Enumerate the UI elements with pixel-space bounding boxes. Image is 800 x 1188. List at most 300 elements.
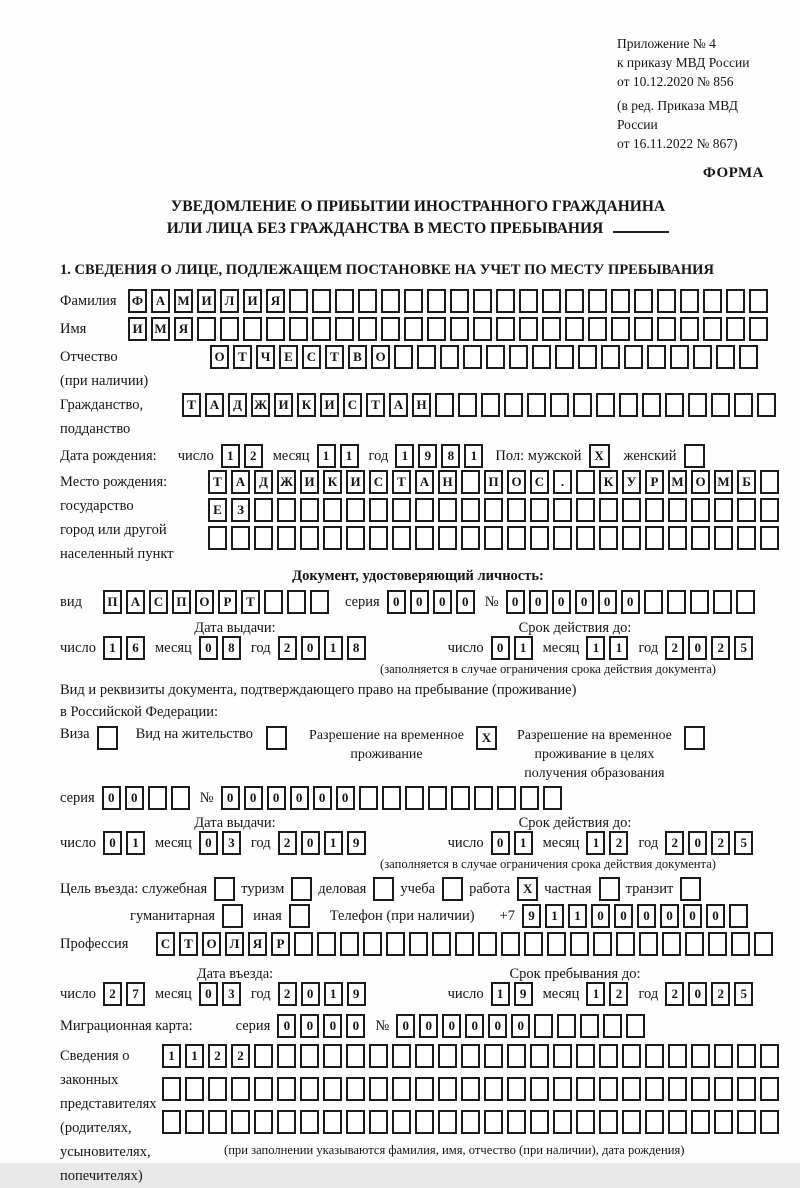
surname-cell <box>588 289 607 313</box>
year-label: год <box>250 985 271 1002</box>
legal-representatives-label-line: законных <box>60 1072 119 1088</box>
birth-place-row2-cell <box>530 498 549 522</box>
birth-year-cell: 8 <box>441 444 460 468</box>
citizenship-cell <box>550 393 569 417</box>
entry-month-cell: 0 <box>199 982 218 1006</box>
entry-dates-line <box>60 982 776 1006</box>
birth-place-row3-cell <box>668 526 687 550</box>
spacer <box>89 602 103 603</box>
representatives-row3-cell <box>737 1110 756 1134</box>
birth-place-row3-cell <box>300 526 319 550</box>
profession-cell <box>501 932 520 956</box>
month-label: месяц <box>542 639 580 656</box>
given-name-label-line: Имя <box>60 321 87 337</box>
birth-place-row2-cell <box>645 498 664 522</box>
profession-cell: О <box>202 932 221 956</box>
appendix-line-1: Приложение № 4 <box>617 36 716 51</box>
birth-place-row3-cell <box>622 526 641 550</box>
birth-year-cell: 9 <box>418 444 437 468</box>
given-name-cell <box>726 317 745 341</box>
entry-purpose-line <box>60 877 776 901</box>
given-name-label <box>60 317 128 341</box>
year-label: год <box>638 834 659 851</box>
permit-issue-month-cell: 0 <box>199 831 218 855</box>
representatives-row3-cell <box>691 1110 710 1134</box>
representatives-row3-cell <box>254 1110 273 1134</box>
permit-date-headers <box>60 815 776 831</box>
representatives-row1-cell <box>300 1044 319 1068</box>
permit-expiry-day-cells <box>491 831 537 855</box>
spacer <box>376 994 448 995</box>
phone-number-cell: 0 <box>614 904 633 928</box>
stay-until-year-cells <box>665 982 757 1006</box>
phone-number-cell: 0 <box>706 904 725 928</box>
migration-number-cells <box>396 1014 649 1038</box>
doc-number-cell <box>644 590 663 614</box>
migration-number-cell <box>626 1014 645 1038</box>
birth-place-row3-cell <box>231 526 250 550</box>
surname-cell <box>726 289 745 313</box>
entry-date-headers-right: Срок пребывания до: <box>509 966 641 982</box>
representatives-row1-cell: 2 <box>208 1044 227 1068</box>
birth-place-row2-cell <box>415 498 434 522</box>
legal-representatives-label <box>60 1044 162 1188</box>
year-label: год <box>250 834 271 851</box>
doc-kind-cell: А <box>126 590 145 614</box>
representatives-row3-cell <box>553 1110 572 1134</box>
purpose-work-checkbox: X <box>517 877 538 901</box>
doc-issue-month-cell: 8 <box>222 636 241 660</box>
day-label: число <box>60 985 96 1002</box>
doc-issue-day-cell: 6 <box>126 636 145 660</box>
purpose-business-checkbox <box>373 877 394 901</box>
migration-series-cell: 0 <box>346 1014 365 1038</box>
representatives-row3-cell <box>484 1110 503 1134</box>
migration-number-cell <box>603 1014 622 1038</box>
entry-year-cell: 9 <box>347 982 366 1006</box>
birth-place-row3-cell <box>369 526 388 550</box>
migration-series-cell: 0 <box>300 1014 319 1038</box>
birth-place-row3-cell <box>645 526 664 550</box>
given-name-cell <box>542 317 561 341</box>
birth-place-row3-cell <box>576 526 595 550</box>
profession-cell <box>317 932 336 956</box>
birth-place-row3-cell <box>208 526 227 550</box>
representatives-row2-cell <box>645 1077 664 1101</box>
spacer <box>293 726 309 727</box>
migration-series-label: серия <box>235 1017 271 1034</box>
entry-year-cell: 1 <box>324 982 343 1006</box>
given-name-cell <box>335 317 354 341</box>
doc-series-label: серия <box>344 593 380 610</box>
sex-male-checkbox: X <box>589 444 610 468</box>
doc-kind-cell: О <box>195 590 214 614</box>
representatives-row2-cells <box>162 1077 770 1101</box>
permit-expiry-month-cell: 2 <box>609 831 628 855</box>
surname-cell <box>381 289 400 313</box>
migration-number-cell: 0 <box>419 1014 438 1038</box>
form-title-line-2-text: ИЛИ ЛИЦА БЕЗ ГРАЖДАНСТВА В МЕСТО ПРЕБЫВАНИЯ <box>166 220 604 237</box>
birth-place-row1-cell: Н <box>438 470 457 494</box>
birth-day-cell: 2 <box>244 444 263 468</box>
given-name-cell <box>680 317 699 341</box>
profession-cell <box>432 932 451 956</box>
migration-card-label: Миграционная карта: <box>60 1017 193 1034</box>
surname-cell <box>404 289 423 313</box>
citizenship-cell <box>642 393 661 417</box>
form-title <box>60 196 776 240</box>
stay-until-year-cell: 0 <box>688 982 707 1006</box>
citizenship-label <box>60 393 182 441</box>
profession-cell <box>524 932 543 956</box>
surname-cell <box>657 289 676 313</box>
doc-issue-month-cell: 0 <box>199 636 218 660</box>
phone-number-cell: 1 <box>545 904 564 928</box>
identity-doc-line <box>60 590 776 614</box>
purpose-official-label: Цель въезда: служебная <box>60 880 208 897</box>
doc-dates-line <box>60 636 776 660</box>
migration-series-cell: 0 <box>277 1014 296 1038</box>
doc-number-cell: 0 <box>529 590 548 614</box>
profession-cell <box>731 932 750 956</box>
representatives-row2-cell <box>415 1077 434 1101</box>
month-label: месяц <box>154 985 192 1002</box>
representatives-row1-cell: 1 <box>185 1044 204 1068</box>
permit-expiry-year-cell: 2 <box>665 831 684 855</box>
birth-place-rows <box>208 470 776 554</box>
permit-series-label: серия <box>60 789 95 806</box>
birth-place-label-line: населенный пункт <box>60 546 174 562</box>
purpose-business-label: деловая <box>318 880 367 897</box>
birth-day-cell: 1 <box>221 444 240 468</box>
purpose-tourism-label: туризм <box>241 880 285 897</box>
representatives-row1-cell <box>760 1044 779 1068</box>
doc-kind-cell: П <box>103 590 122 614</box>
permit-series-cell <box>148 786 167 810</box>
permit-series-cells <box>102 786 194 810</box>
citizenship-cell: Н <box>412 393 431 417</box>
surname-cell: И <box>243 289 262 313</box>
day-label: число <box>60 834 96 851</box>
permit-number-cell: 0 <box>336 786 355 810</box>
birth-place-row1-cell: Б <box>737 470 756 494</box>
birth-month-cells <box>317 444 363 468</box>
surname-cell <box>312 289 331 313</box>
surname-cell <box>542 289 561 313</box>
representatives-row1-cell <box>622 1044 641 1068</box>
doc-issue-year-cells <box>278 636 370 660</box>
birth-place-row2-cell <box>323 498 342 522</box>
representatives-row3-cell <box>645 1110 664 1134</box>
form-body <box>60 289 776 1188</box>
citizenship-label-line: Гражданство, <box>60 397 144 413</box>
migration-number-cell: 0 <box>465 1014 484 1038</box>
permit-number-label: № <box>199 789 214 806</box>
birth-place-row2-cell <box>277 498 296 522</box>
migration-number-cell: 0 <box>488 1014 507 1038</box>
citizenship-rows <box>182 393 776 421</box>
stay-until-day-cell: 9 <box>514 982 533 1006</box>
patronymic-cell <box>417 345 436 369</box>
migration-series-cells <box>277 1014 369 1038</box>
appendix-block <box>617 34 776 153</box>
birth-place-row3-cells <box>208 526 770 550</box>
permit-issue-day-cell: 0 <box>103 831 122 855</box>
permit-expiry-day-cell: 1 <box>514 831 533 855</box>
stay-until-month-cell: 1 <box>586 982 605 1006</box>
birth-place-row3-cell <box>599 526 618 550</box>
day-label: число <box>447 985 484 1002</box>
month-label: месяц <box>542 985 580 1002</box>
citizenship-label-line: подданство <box>60 421 131 437</box>
surname-cell: И <box>197 289 216 313</box>
birth-place-row1-cell: П <box>484 470 503 494</box>
birth-place-row2-cell <box>392 498 411 522</box>
birth-place-row3-cell <box>392 526 411 550</box>
patronymic-cell <box>739 345 758 369</box>
given-name-rows <box>128 317 776 345</box>
birth-place-row1-cell: М <box>668 470 687 494</box>
temp-residence-education-label-line: проживание в целях <box>534 747 655 762</box>
birth-place-row2-cell <box>300 498 319 522</box>
permit-issue-month-cells <box>199 831 245 855</box>
birth-place-row3-cell <box>530 526 549 550</box>
representatives-row2-cell <box>576 1077 595 1101</box>
surname-cells <box>128 289 770 313</box>
surname-cell: Я <box>266 289 285 313</box>
permit-issue-year-cell: 2 <box>278 831 297 855</box>
representatives-row2-cell <box>461 1077 480 1101</box>
given-name-cell <box>289 317 308 341</box>
birth-place-row3-cell <box>714 526 733 550</box>
doc-number-cell: 0 <box>575 590 594 614</box>
temp-residence-label <box>309 726 464 764</box>
given-name-cell: Я <box>174 317 193 341</box>
permit-expiry-month-cell: 1 <box>586 831 605 855</box>
birth-place-row3-cell <box>737 526 756 550</box>
birth-place-row1-cell: Р <box>645 470 664 494</box>
patronymic-cell <box>601 345 620 369</box>
purpose-transit-checkbox <box>680 877 701 901</box>
permit-number-cell <box>520 786 539 810</box>
migration-number-cell <box>557 1014 576 1038</box>
birth-place-row1-cell: Т <box>392 470 411 494</box>
representatives-row3-cell <box>369 1110 388 1134</box>
profession-cell: Р <box>271 932 290 956</box>
profession-label-line: Профессия <box>60 936 129 952</box>
surname-rows <box>128 289 776 317</box>
representatives-row3-cell <box>599 1110 618 1134</box>
revision-line-1: (в ред. Приказа МВД России <box>617 98 738 132</box>
permit-number-cell <box>382 786 401 810</box>
birth-place-row3-cell <box>691 526 710 550</box>
permit-number-cell: 0 <box>290 786 309 810</box>
representatives-row3-cell <box>576 1110 595 1134</box>
spacer <box>316 916 330 917</box>
doc-kind-cell: Т <box>241 590 260 614</box>
birth-place-row1-cell: А <box>231 470 250 494</box>
patronymic-cell <box>532 345 551 369</box>
citizenship-cell <box>757 393 776 417</box>
representatives-row3-cell <box>714 1110 733 1134</box>
spacer <box>164 456 178 457</box>
permit-number-cell <box>428 786 447 810</box>
birth-place-label <box>60 470 208 566</box>
patronymic-cell <box>693 345 712 369</box>
legal-representatives-label-line: (родителях, <box>60 1120 132 1136</box>
patronymic-cell <box>578 345 597 369</box>
birth-year-cells <box>395 444 487 468</box>
doc-issue-day-cells <box>103 636 149 660</box>
legal-representatives-label-line: попечителях) <box>60 1168 143 1184</box>
blank-line <box>613 218 669 233</box>
patronymic <box>60 345 776 393</box>
entry-day-cells <box>103 982 149 1006</box>
representatives-row2-cell <box>208 1077 227 1101</box>
representatives-row2-cell <box>760 1077 779 1101</box>
profession-cell <box>294 932 313 956</box>
birth-place-row1-cell: Д <box>254 470 273 494</box>
doc-expiry-year-cell: 5 <box>734 636 753 660</box>
legal-representatives-footnote: (при заполнении указываются фамилия, имя, отчество (при наличии), дата рождения) <box>224 1143 685 1157</box>
doc-number-cell <box>690 590 709 614</box>
representatives-row3-cell <box>415 1110 434 1134</box>
representatives-row2-cell <box>553 1077 572 1101</box>
representatives-row1-cell <box>507 1044 526 1068</box>
birth-place-row2-cell <box>254 498 273 522</box>
citizenship <box>60 393 776 441</box>
birth-place <box>60 470 776 566</box>
permit-expiry-day-cell: 0 <box>491 831 510 855</box>
representatives-row3-cell <box>323 1110 342 1134</box>
doc-issue-month-cells <box>199 636 245 660</box>
birth-place-row3-cell <box>760 526 779 550</box>
phone-number-cell: 0 <box>683 904 702 928</box>
birth-place-row3-cell <box>415 526 434 550</box>
birth-place-row1-cell: О <box>691 470 710 494</box>
patronymic-cell <box>509 345 528 369</box>
citizenship-cell <box>435 393 454 417</box>
representatives-row3-cell <box>622 1110 641 1134</box>
entry-date-headers-left: Дата въезда: <box>196 966 274 982</box>
permit-expiry-note: (заполняется в случае ограничения срока действия документа) <box>380 857 716 871</box>
doc-expiry-note: (заполняется в случае ограничения срока действия документа) <box>380 662 716 676</box>
stay-until-month-cell: 2 <box>609 982 628 1006</box>
temp-residence-education-label-line: Разрешение на временное <box>516 728 672 743</box>
birth-place-row3-cell <box>438 526 457 550</box>
doc-number-cell: 0 <box>552 590 571 614</box>
birth-place-row2-cells <box>208 498 770 522</box>
purpose-humanitarian-label: гуманитарная <box>130 907 216 924</box>
doc-kind-cells <box>103 590 333 614</box>
purpose-private-checkbox <box>599 877 620 901</box>
representatives-row2-cell <box>392 1077 411 1101</box>
birth-place-row1-cell: М <box>714 470 733 494</box>
purpose-private-label: частная <box>544 880 592 897</box>
doc-kind-cell: Р <box>218 590 237 614</box>
spacer <box>200 1026 236 1027</box>
entry-year-cell: 0 <box>301 982 320 1006</box>
doc-number-cell <box>736 590 755 614</box>
visa-label: Виза <box>60 726 90 742</box>
phone-number-cell <box>729 904 748 928</box>
purpose-work-label: работа <box>469 880 511 897</box>
permit-series-cell: 0 <box>125 786 144 810</box>
phone-number-cells <box>522 904 752 928</box>
patronymic-rows <box>210 345 776 373</box>
permit-number-cell: 0 <box>221 786 240 810</box>
permit-number-cell: 0 <box>313 786 332 810</box>
entry-day-cell: 2 <box>103 982 122 1006</box>
representatives-row3-cell <box>162 1110 181 1134</box>
residence-permit-label: Вид на жительство <box>135 726 254 742</box>
representatives-row1-cell <box>254 1044 273 1068</box>
profession-cell <box>593 932 612 956</box>
doc-series-cell: 0 <box>387 590 406 614</box>
doc-expiry-month-cells <box>586 636 632 660</box>
birth-place-label-line: государство <box>60 498 134 514</box>
patronymic-cell: С <box>302 345 321 369</box>
birth-place-row2-cell <box>484 498 503 522</box>
given-name-cell: И <box>128 317 147 341</box>
stay-until-year-cell: 2 <box>665 982 684 1006</box>
permit-number-cell <box>405 786 424 810</box>
representatives-row3-cell <box>392 1110 411 1134</box>
permit-issue-year-cell: 0 <box>301 831 320 855</box>
representatives-row3-cell <box>231 1110 250 1134</box>
patronymic-cell: В <box>348 345 367 369</box>
profession-cell <box>639 932 658 956</box>
citizenship-cell <box>665 393 684 417</box>
representatives-row2-cell <box>737 1077 756 1101</box>
representatives-row1-cell <box>645 1044 664 1068</box>
birth-place-row1-cell: С <box>530 470 549 494</box>
permit-number-cell: 0 <box>244 786 263 810</box>
representatives-row3-cell <box>277 1110 296 1134</box>
doc-expiry-day-cell: 0 <box>491 636 510 660</box>
purpose-other-label: иная <box>253 907 282 924</box>
birth-place-row2-cell <box>346 498 365 522</box>
representatives-row3-cell <box>760 1110 779 1134</box>
profession-cell: Я <box>248 932 267 956</box>
given-name-cell: М <box>151 317 170 341</box>
given-name-cell <box>427 317 446 341</box>
stay-until-year-cell: 5 <box>734 982 753 1006</box>
birth-place-row1-cell: О <box>507 470 526 494</box>
revision-block <box>617 96 776 153</box>
representatives-row1-cell <box>438 1044 457 1068</box>
legal-representatives-label-line: представителях <box>60 1096 157 1112</box>
stay-until-day-cell: 1 <box>491 982 510 1006</box>
surname-cell: М <box>174 289 193 313</box>
doc-number-cell <box>713 590 732 614</box>
day-label: число <box>447 639 484 656</box>
form-title-line-1: УВЕДОМЛЕНИЕ О ПРИБЫТИИ ИНОСТРАННОГО ГРАЖДАНИНА <box>170 198 666 215</box>
profession-cell: С <box>156 932 175 956</box>
birth-place-row1-cell: К <box>599 470 618 494</box>
birth-place-row1-cell: К <box>323 470 342 494</box>
migration-number-cell <box>580 1014 599 1038</box>
birth-place-row2-cell <box>369 498 388 522</box>
profession-rows <box>156 932 776 960</box>
birth-place-row1-cell: Т <box>208 470 227 494</box>
surname-cell: Ф <box>128 289 147 313</box>
birth-place-row2-cell <box>507 498 526 522</box>
birth-place-row2-cell <box>599 498 618 522</box>
doc-date-headers-left: Дата выдачи: <box>194 620 276 636</box>
representatives-row3-cell <box>461 1110 480 1134</box>
birth-place-row3-cell <box>461 526 480 550</box>
